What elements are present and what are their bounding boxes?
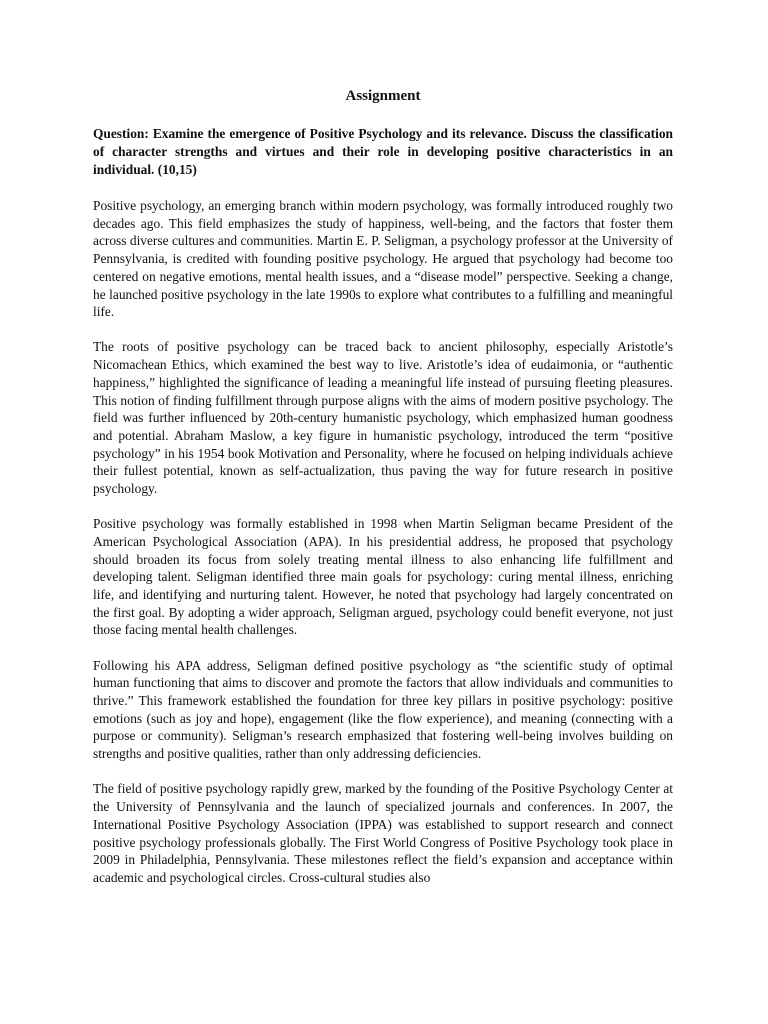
paragraph-4: Following his APA address, Seligman defined positive psychology as “the scientific study of optimal human functioning that aims to discover and promote the factors that allow individuals and communities to thrive.” This framework established the foundation for three key pillars in positive psychology: positive emotions (such as joy and hope), engagement (like the flow experience), and meaning (connecting with a purpose or community). Seligman’s research emphasized that fostering well-being involves building on strengths and positive qualities, rather than only addressing deficiencies. [93,657,673,762]
paragraph-3: Positive psychology was formally established in 1998 when Martin Seligman became President of the American Psychological Association (APA). In his presidential address, he proposed that psychology should broaden its focus from solely treating mental illness to also enhancing life fulfillment and developing talent. Seligman identified three main goals for psychology: curing mental illness, enriching life, and identifying and nurturing talent. However, he noted that psychology had largely concentrated on the first goal. By adopting a wider approach, Seligman argued, psychology could benefit everyone, not just those facing mental health challenges. [93,516,673,638]
document-title: Assignment [345,88,421,104]
assignment-question: Question: Examine the emergence of Positive Psychology and its relevance. Discuss the classification of character strengths and virtues and their role in developing positive characteristics in an individual. (10,15) [93,126,673,177]
paragraph-1: Positive psychology, an emerging branch within modern psychology, was formally introduced roughly two decades ago. This field emphasizes the study of happiness, well-being, and the factors that foster them across diverse cultures and communities. Martin E. P. Seligman, a psychology professor at the University of Pennsylvania, is credited with founding positive psychology. He argued that psychology had become too centered on negative emotions, mental health issues, and a “disease model” perspective. Seeking a change, he launched positive psychology in the late 1990s to explore what contributes to a fulfilling and meaningful life. [93,198,673,320]
paragraph-2: The roots of positive psychology can be traced back to ancient philosophy, especially Aristotle’s Nicomachean Ethics, which examined the best way to live. Aristotle’s idea of eudaimonia, or “authentic happiness,” highlighted the significance of leading a meaningful life instead of pursuing fleeting pleasures. This notion of finding fulfillment through purpose aligns with the aims of modern positive psychology. The field was further influenced by 20th-century humanistic psychology, which emphasized human goodness and potential. Abraham Maslow, a key figure in humanistic psychology, introduced the term “positive psychology” in his 1954 book Motivation and Personality, where he focused on helping individuals achieve their fullest potential, known as self-actualization, thus paving the way for future research in positive psychology. [93,339,673,497]
document-page [93,86,673,904]
paragraph-5: The field of positive psychology rapidly grew, marked by the founding of the Positive Psychology Center at the University of Pennsylvania and the launch of specialized journals and conferences. In 2007, the International Positive Psychology Association (IPPA) was established to support research and connect positive psychology professionals globally. The First World Congress of Positive Psychology took place in 2009 in Philadelphia, Pennsylvania. These milestones reflect the field’s expansion and acceptance within academic and psychological circles. Cross-cultural studies also [93,781,673,885]
